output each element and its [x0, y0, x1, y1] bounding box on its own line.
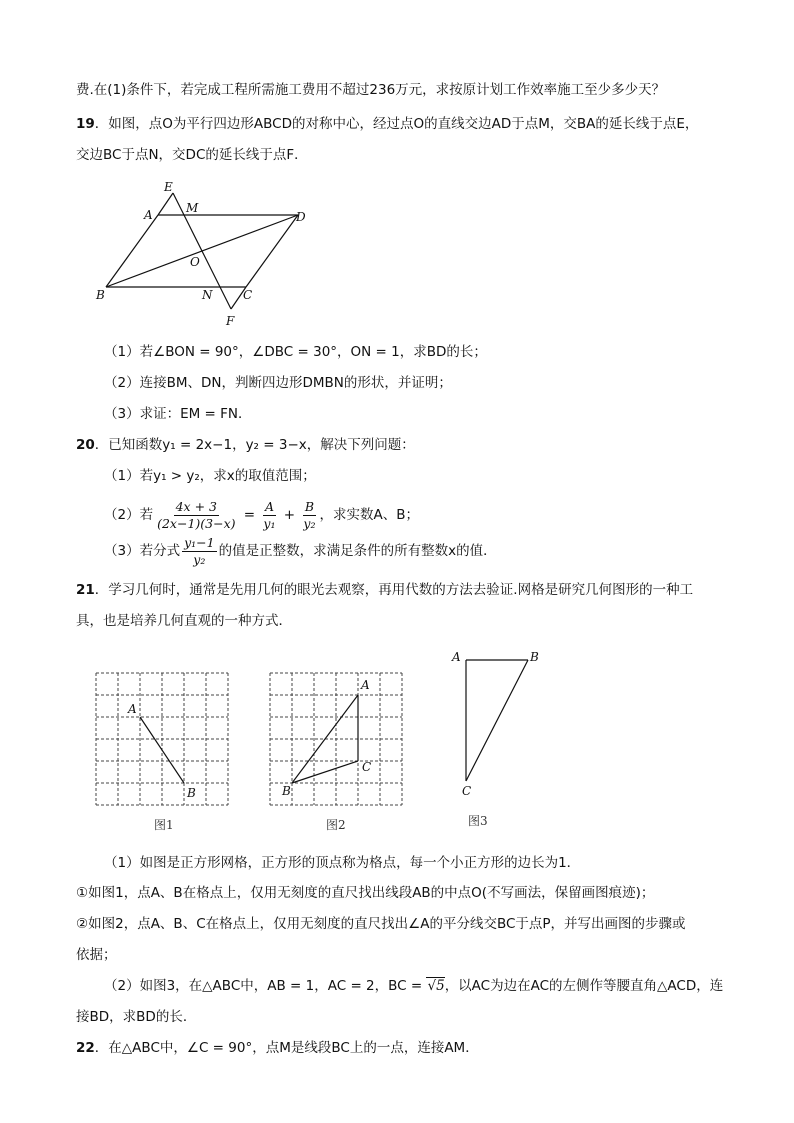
question-21-part2-line2: 接BD，求BD的长．: [76, 1009, 197, 1025]
question-20-line1: [76, 435, 415, 455]
text-line: 费.在(1)条件下，若完成工程所需施工费用不超过236万元，求按原计划工作效率施工至少多少天？: [76, 82, 666, 98]
question-22-line1: [76, 1038, 479, 1058]
label-A: A: [452, 650, 461, 664]
label-B: B: [187, 786, 196, 800]
label-B: B: [530, 650, 539, 664]
label-N: N: [202, 288, 213, 302]
fraction: $\frac{\text{y₁−1}}{\text{y₂}}$: [184, 534, 215, 567]
label-F: F: [226, 314, 235, 328]
question-text: ．已知函数y₁ = 2x−1，y₂ = 3−x，解决下列问题：: [94, 437, 415, 453]
question-21-part1b-line1: ②如图2，点A、B、C在格点上，仅用无刻度的直尺找出∠A的平分线交BC于点P，并写出画图的步骤或: [76, 916, 686, 932]
grid-figure-1: [96, 673, 236, 833]
parallelogram-figure: [90, 175, 330, 330]
caption: 图3: [468, 814, 488, 828]
fraction: $\frac{4x + 3}{(2x-1)(3-x)}$: [157, 498, 236, 531]
label-A: A: [128, 702, 137, 716]
label-B: B: [282, 784, 291, 798]
question-number: 19: [76, 116, 95, 132]
question-19-part2: （2）连接BM、DN，判断四边形DMBN的形状，并证明；: [104, 375, 452, 391]
question-21-part2: （2）如图3，在△ABC中，AB = 1，AC = 2，BC = √5，以AC为边在AC的左侧作等腰直角△ACD，连: [104, 978, 724, 994]
question-21-line2: 具，也是培养几何直观的一种方式．: [76, 613, 292, 629]
question-21-part1a: ①如图1，点A、B在格点上，仅用无刻度的直尺找出线段AB的中点O(不写画法，保留画图痕迹)；: [76, 885, 655, 901]
label-C: C: [243, 288, 253, 302]
fraction: $\frac{A}{\text{y₁}}$: [263, 498, 276, 531]
question-text: ．如图，点O为平行四边形ABCD的对称中心，经过点O的直线交边AD于点M，交BA的延长线于点E，: [94, 116, 699, 132]
label-M: M: [186, 201, 199, 215]
question-21-part1b-line2: 依据；: [76, 947, 117, 963]
grid-figure-2: [270, 673, 410, 833]
question-21-line1: [76, 580, 693, 600]
fraction: $\frac{B}{\text{y₂}}$: [303, 498, 316, 531]
sqrt-value: √5: [427, 978, 445, 994]
label-O: O: [190, 255, 200, 269]
label-A: A: [361, 678, 370, 692]
label-E: E: [164, 180, 173, 194]
question-number: 22: [76, 1040, 95, 1056]
caption: 图1: [154, 818, 174, 832]
question-text: ．学习几何时，通常是先用几何的眼光去观察，再用代数的方法去验证.网格是研究几何图形的一种工: [94, 582, 694, 598]
label-B: B: [96, 288, 105, 302]
label-A: A: [144, 208, 153, 222]
question-19-part3: （3）求证：EM = FN．: [104, 406, 252, 422]
question-21-part1: （1）如图是正方形网格，正方形的顶点称为格点，每一个小正方形的边长为1．: [104, 855, 581, 871]
question-20-part1: （1）若y₁ > y₂，求x的取值范围；: [104, 468, 316, 484]
label-C: C: [462, 784, 472, 798]
question-text: ．在△ABC中，∠C = 90°，点M是线段BC上的一点，连接AM．: [94, 1040, 479, 1056]
triangle-figure-3: [450, 645, 560, 835]
label-C: C: [362, 760, 372, 774]
question-19-line1: [76, 114, 698, 134]
question-20-part3: （3）若分式 $\frac{\text{y₁−1}}{\text{y₂}}$ 的值是正整数，求满足条件的所有整数x的值．: [104, 534, 497, 567]
question-19-line2: 交边BC于点N，交DC的延长线于点F．: [76, 147, 308, 163]
caption: 图2: [326, 818, 346, 832]
question-19-part1: （1）若∠BON = 90°，∠DBC = 30°，ON = 1，求BD的长；: [104, 344, 487, 360]
label-D: D: [296, 210, 306, 224]
question-number: 20: [76, 437, 95, 453]
question-number: 21: [76, 582, 95, 598]
question-20-part2: （2）若 $\frac{4x + 3}{(2x-1)(3-x)}$ = $\frac{A}{\text{y₁}}$ + $\frac{B}{\text{y₂}}$ ，求实数A、B；: [104, 498, 419, 531]
